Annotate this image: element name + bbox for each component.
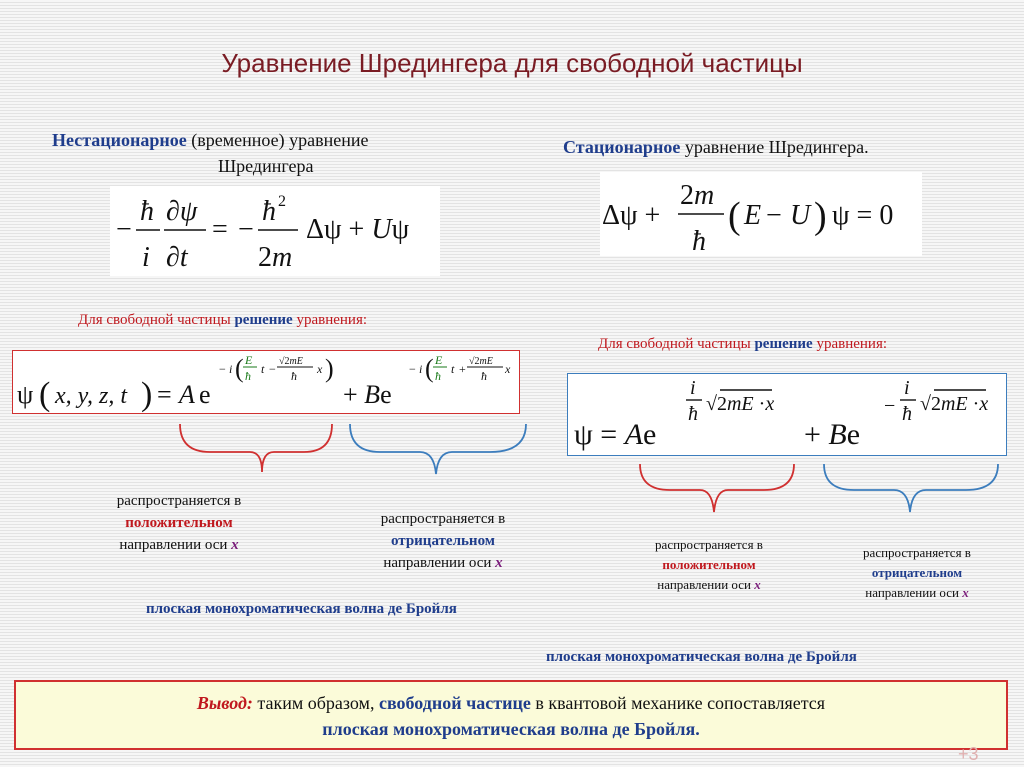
conclusion-line2: плоская монохроматическая волна де Бройля. bbox=[322, 719, 700, 739]
svg-text:Δψ +: Δψ + bbox=[602, 200, 661, 231]
svg-text:−: − bbox=[116, 214, 132, 245]
svg-text:E: E bbox=[744, 200, 762, 231]
svg-text:+ Be: + Be bbox=[804, 418, 861, 451]
svg-text:ħ: ħ bbox=[692, 226, 706, 256]
left-braces bbox=[170, 422, 540, 482]
conclusion-highlight: свободной частице bbox=[378, 693, 531, 713]
right-negative-note bbox=[832, 543, 1002, 603]
right-solution-formula bbox=[567, 373, 1007, 456]
svg-text:∂t: ∂t bbox=[166, 242, 188, 273]
left-positive-axis: x bbox=[231, 537, 239, 553]
svg-text:(: ( bbox=[235, 354, 244, 383]
svg-text:ħ: ħ bbox=[140, 196, 154, 227]
svg-text:x: x bbox=[505, 362, 511, 376]
nonstationary-label: Нестационарное bbox=[52, 130, 187, 150]
left-solution-intro bbox=[78, 312, 367, 329]
nonstationary-heading-rest: (временное) уравнение bbox=[186, 130, 369, 150]
svg-text:ψ = Ae: ψ = Ae bbox=[574, 418, 657, 451]
left-solution-formula-graphic bbox=[13, 351, 519, 413]
right-solution-bold: решение bbox=[754, 336, 813, 352]
right-solution-intro-text: Для свободной частицы bbox=[598, 336, 755, 352]
svg-text:√2mE: √2mE bbox=[279, 356, 303, 367]
svg-text:E: E bbox=[245, 353, 253, 367]
right-positive-word: положительном bbox=[662, 557, 756, 572]
nonstationary-heading-line2: Шредингера bbox=[218, 156, 314, 176]
svg-text:ħ: ħ bbox=[902, 403, 912, 425]
svg-text:−: − bbox=[269, 362, 276, 376]
svg-text:(: ( bbox=[425, 354, 434, 383]
svg-text:2m: 2m bbox=[258, 242, 293, 273]
right-negative-line1: распространяется в bbox=[863, 545, 971, 560]
right-negative-brace bbox=[824, 464, 998, 512]
right-solution-rest: уравнения: bbox=[812, 336, 888, 352]
svg-text:i: i bbox=[904, 377, 910, 399]
left-negative-line1: распространяется в bbox=[380, 511, 506, 527]
svg-text:U: U bbox=[790, 200, 811, 231]
svg-text:−: − bbox=[884, 395, 896, 417]
svg-text:): ) bbox=[814, 195, 827, 237]
conclusion-label: Вывод: bbox=[196, 693, 253, 713]
svg-text:√2mE ·x: √2mE ·x bbox=[920, 393, 989, 415]
right-wave-label: плоская монохроматическая волна де Бройля bbox=[546, 649, 857, 665]
right-positive-line1: распространяется в bbox=[655, 537, 763, 552]
svg-text:ħ: ħ bbox=[435, 369, 441, 383]
right-positive-line3 bbox=[624, 575, 794, 595]
stationary-label: Стационарное bbox=[563, 137, 681, 157]
svg-text:ħ: ħ bbox=[245, 369, 251, 383]
svg-text:ħ: ħ bbox=[291, 369, 297, 383]
left-negative-line3-text: направлении оси bbox=[383, 555, 496, 571]
right-solution-intro bbox=[598, 336, 887, 353]
left-positive-brace bbox=[180, 424, 332, 472]
right-braces bbox=[630, 462, 1010, 522]
left-positive-line3-text: направлении оси bbox=[119, 537, 232, 553]
svg-text:+ Be: + Be bbox=[343, 380, 392, 409]
svg-text:Δψ + Uψ: Δψ + Uψ bbox=[306, 214, 410, 245]
svg-text:=: = bbox=[157, 380, 172, 409]
svg-text:E: E bbox=[435, 353, 443, 367]
conclusion-box bbox=[14, 680, 1008, 750]
left-negative-axis: x bbox=[495, 555, 503, 571]
svg-text:2m: 2m bbox=[680, 180, 715, 211]
left-solution-intro-text: Для свободной частицы bbox=[78, 312, 235, 328]
left-solution-bold: решение bbox=[234, 312, 293, 328]
right-solution-formula-graphic bbox=[568, 374, 1006, 455]
nonstationary-heading bbox=[52, 128, 472, 152]
svg-text:√2mE: √2mE bbox=[469, 356, 493, 367]
left-negative-word: отрицательном bbox=[390, 533, 496, 549]
left-solution-formula bbox=[12, 350, 520, 414]
conclusion-text2: в квантовой механике сопоставляется bbox=[530, 693, 826, 713]
conclusion-text1: таким образом, bbox=[252, 693, 379, 713]
left-solution-rest: уравнения: bbox=[292, 312, 368, 328]
svg-text:=: = bbox=[212, 214, 228, 245]
svg-text:ħ: ħ bbox=[262, 196, 276, 227]
left-positive-word: положительном bbox=[125, 515, 233, 531]
left-negative-line3 bbox=[348, 552, 538, 574]
svg-text:): ) bbox=[325, 354, 334, 383]
page-title: Уравнение Шредингера для свободной частицы bbox=[221, 48, 803, 78]
right-negative-word: отрицательном bbox=[871, 565, 963, 580]
svg-text:): ) bbox=[141, 376, 153, 413]
svg-text:+: + bbox=[459, 362, 466, 376]
svg-text:−: − bbox=[766, 200, 782, 231]
conclusion-line1 bbox=[16, 690, 1006, 716]
right-negative-line3-text: направлении оси bbox=[865, 585, 963, 600]
right-positive-line3-text: направлении оси bbox=[657, 577, 755, 592]
svg-text:√2mE ·x: √2mE ·x bbox=[706, 393, 775, 415]
svg-text:ψ = 0: ψ = 0 bbox=[832, 200, 894, 231]
left-negative-note bbox=[348, 508, 538, 574]
left-positive-line1: распространяется в bbox=[116, 493, 242, 509]
left-positive-line3 bbox=[84, 534, 274, 556]
svg-text:(: ( bbox=[39, 376, 51, 413]
svg-text:−: − bbox=[219, 362, 226, 376]
right-positive-brace bbox=[640, 464, 794, 512]
svg-text:t: t bbox=[451, 362, 455, 376]
right-positive-axis: x bbox=[754, 577, 761, 592]
page-number: +3 bbox=[958, 744, 979, 764]
svg-text:∂ψ: ∂ψ bbox=[166, 196, 198, 227]
stationary-heading bbox=[563, 135, 869, 159]
nonstationary-equation-graphic bbox=[110, 186, 440, 276]
svg-text:ψ: ψ bbox=[17, 380, 34, 409]
right-negative-line3 bbox=[832, 583, 1002, 603]
svg-text:x, y, z, t: x, y, z, t bbox=[55, 383, 127, 409]
svg-text:ħ: ħ bbox=[481, 369, 487, 383]
svg-text:2: 2 bbox=[278, 193, 286, 210]
svg-text:(: ( bbox=[728, 195, 741, 237]
svg-text:A: A bbox=[179, 380, 195, 409]
left-positive-note bbox=[84, 490, 274, 556]
stationary-heading-rest: уравнение Шредингера. bbox=[680, 137, 869, 157]
left-negative-brace bbox=[350, 424, 526, 474]
svg-text:x: x bbox=[317, 362, 323, 376]
stationary-equation-graphic bbox=[600, 172, 922, 256]
stationary-equation bbox=[600, 172, 922, 256]
svg-text:i: i bbox=[142, 242, 150, 273]
svg-text:−: − bbox=[238, 214, 254, 245]
svg-text:t: t bbox=[261, 362, 265, 376]
right-positive-note bbox=[624, 535, 794, 595]
svg-text:i: i bbox=[419, 362, 423, 376]
svg-text:ħ: ħ bbox=[688, 403, 698, 425]
left-wave-label: плоская монохроматическая волна де Бройля bbox=[146, 601, 457, 617]
svg-text:e: e bbox=[199, 380, 211, 409]
nonstationary-equation bbox=[110, 186, 440, 276]
svg-text:i: i bbox=[229, 362, 233, 376]
svg-text:i: i bbox=[690, 377, 696, 399]
svg-text:−: − bbox=[409, 362, 416, 376]
right-negative-axis: x bbox=[962, 585, 969, 600]
